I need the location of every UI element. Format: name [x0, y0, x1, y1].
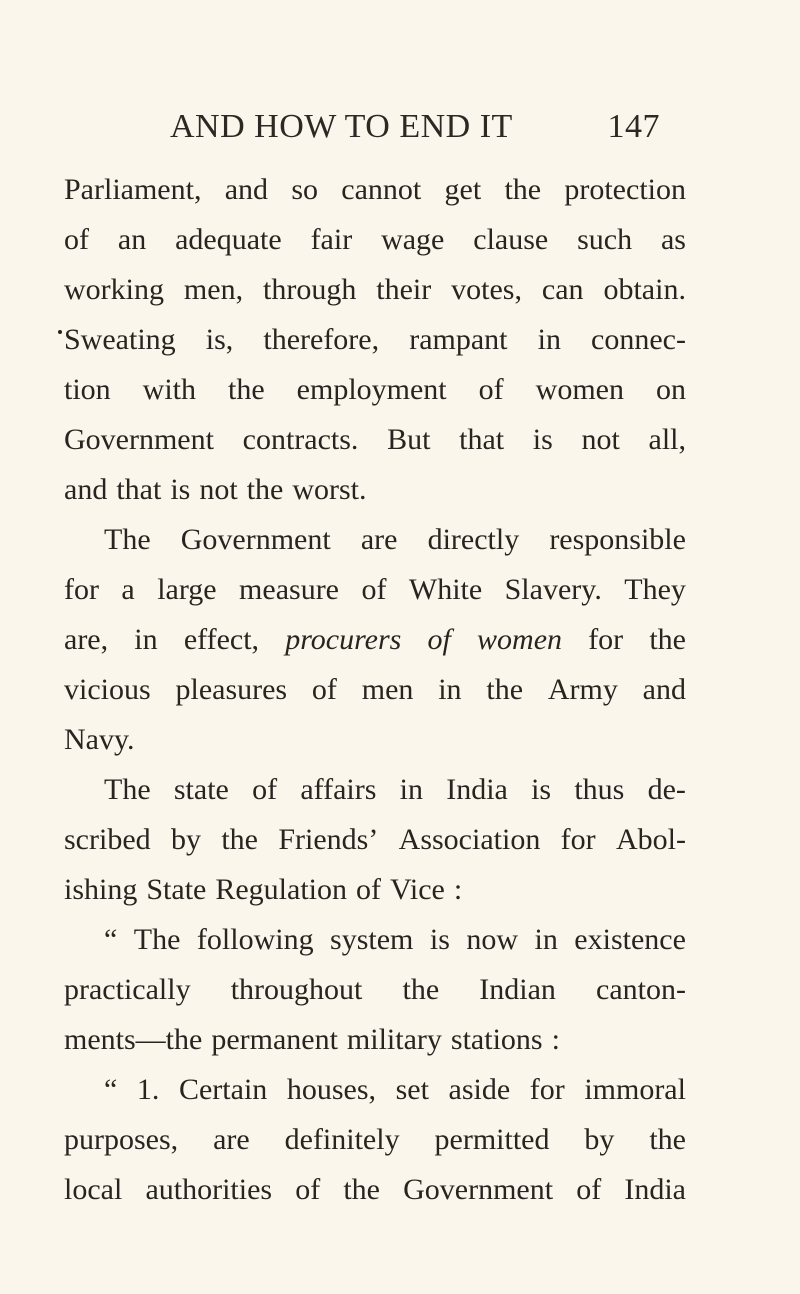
- word: thus: [574, 773, 625, 806]
- word: wage: [381, 223, 445, 256]
- word: The: [104, 773, 151, 806]
- text-line: [64, 815, 686, 865]
- text-line: [64, 865, 686, 915]
- word: Navy.: [64, 723, 135, 756]
- word: responsible: [549, 523, 686, 556]
- word: now: [466, 923, 519, 956]
- word: Regulation: [215, 873, 348, 906]
- text-line: [64, 315, 686, 365]
- word: permitted: [434, 1123, 550, 1156]
- word: Army: [547, 673, 618, 706]
- word: military: [346, 1023, 442, 1056]
- word: stations: [450, 1023, 543, 1056]
- word: in: [537, 323, 561, 356]
- word: 1.: [136, 1073, 160, 1106]
- word: They: [624, 573, 686, 606]
- word: :: [551, 1023, 560, 1056]
- word: is: [170, 473, 191, 506]
- word: are,: [64, 623, 109, 656]
- word: Government: [403, 1173, 554, 1206]
- word: pleasures: [175, 673, 288, 706]
- word: are: [213, 1123, 250, 1156]
- word: working: [64, 273, 164, 306]
- word: for: [560, 823, 596, 856]
- word: in: [399, 773, 423, 806]
- text-line: [64, 215, 686, 265]
- word: White: [408, 573, 483, 606]
- word: not: [199, 473, 238, 506]
- word: throughout: [230, 973, 363, 1006]
- word: the: [649, 1123, 686, 1156]
- word: men,: [183, 273, 244, 306]
- word: on: [655, 373, 686, 406]
- word: of: [478, 373, 504, 406]
- word: in: [438, 673, 462, 706]
- word: cannot: [341, 173, 422, 206]
- word: canton-: [596, 973, 686, 1006]
- word: protection: [564, 173, 686, 206]
- text-line: [64, 165, 686, 215]
- word: by: [584, 1123, 615, 1156]
- word: Certain: [178, 1073, 268, 1106]
- word: by: [170, 823, 201, 856]
- word: in: [534, 923, 558, 956]
- word: effect,: [183, 623, 260, 656]
- word: of: [311, 673, 337, 706]
- word: that: [459, 423, 505, 456]
- text-line: [64, 715, 686, 765]
- word: adequate: [175, 223, 282, 256]
- word: The: [133, 923, 181, 956]
- word: of: [427, 623, 451, 656]
- word: of: [252, 773, 278, 806]
- word: men: [361, 673, 414, 706]
- word: houses,: [286, 1073, 377, 1106]
- word: that: [116, 473, 162, 506]
- word: practically: [64, 973, 191, 1006]
- text-line: [64, 1115, 686, 1165]
- word: the: [221, 823, 258, 856]
- text-line: [64, 365, 686, 415]
- word: is: [531, 773, 552, 806]
- text-line: [64, 765, 686, 815]
- word: women: [477, 623, 563, 656]
- word: scribed: [64, 823, 151, 856]
- word: clause: [473, 223, 549, 256]
- word: definitely: [284, 1123, 400, 1156]
- word: the: [486, 673, 524, 706]
- word: India: [446, 773, 508, 806]
- word: tion: [64, 373, 111, 406]
- word: the: [246, 473, 284, 506]
- word: an: [117, 223, 147, 256]
- text-line: [64, 915, 686, 965]
- word: ments—the: [64, 1023, 203, 1056]
- word: permanent: [211, 1023, 338, 1056]
- word: their: [376, 273, 432, 306]
- word: system: [330, 923, 414, 956]
- word: and: [642, 673, 686, 706]
- word: Sweating: [64, 323, 176, 356]
- word: purposes,: [64, 1123, 179, 1156]
- text-line: [64, 1015, 686, 1065]
- ink-speck: [58, 330, 62, 334]
- word: through: [263, 273, 357, 306]
- text-line: [64, 515, 686, 565]
- word: the: [228, 373, 265, 406]
- text-line: [64, 615, 686, 665]
- word: The: [104, 523, 151, 556]
- word: is: [532, 423, 553, 456]
- text-line: [64, 1065, 686, 1115]
- word: such: [577, 223, 633, 256]
- word: large: [157, 573, 217, 606]
- word: local: [64, 1173, 123, 1206]
- word: India: [624, 1173, 686, 1206]
- word: affairs: [300, 773, 377, 806]
- word: for: [588, 623, 624, 656]
- word: rampant: [409, 323, 508, 356]
- word: Government: [64, 423, 214, 456]
- word: of: [356, 873, 382, 906]
- word: is,: [205, 323, 234, 356]
- word: connec-: [591, 323, 686, 356]
- word: the: [343, 1173, 380, 1206]
- word: following: [196, 923, 314, 956]
- word: for: [64, 573, 99, 606]
- word: state: [173, 773, 229, 806]
- word: vicious: [64, 673, 151, 706]
- word: Parliament,: [64, 173, 202, 206]
- word: employment: [296, 373, 447, 406]
- word: ishing: [64, 873, 138, 906]
- word: can: [541, 273, 584, 306]
- word: “: [104, 1073, 118, 1106]
- body-text: [64, 165, 686, 1215]
- text-line: [64, 415, 686, 465]
- word: measure: [239, 573, 339, 606]
- word: Vice: [390, 873, 445, 906]
- text-line: [64, 465, 686, 515]
- word: Abol-: [616, 823, 686, 856]
- word: of: [576, 1173, 602, 1206]
- word: authorities: [145, 1173, 273, 1206]
- word: :: [453, 873, 463, 906]
- running-title: AND HOW TO END IT: [170, 108, 513, 145]
- word: all,: [648, 423, 686, 456]
- word: a: [121, 573, 135, 606]
- word: get: [444, 173, 482, 206]
- text-line: [64, 665, 686, 715]
- word: worst.: [292, 473, 367, 506]
- word: de-: [647, 773, 686, 806]
- word: set: [395, 1073, 429, 1106]
- word: Slavery.: [504, 573, 602, 606]
- text-line: [64, 965, 686, 1015]
- word: fair: [310, 223, 353, 256]
- word: “: [104, 923, 118, 956]
- word: Friends’: [278, 823, 379, 856]
- word: State: [146, 873, 207, 906]
- word: obtain.: [603, 273, 686, 306]
- word: for: [529, 1073, 565, 1106]
- word: the: [649, 623, 686, 656]
- word: and: [224, 173, 269, 206]
- word: contracts.: [242, 423, 359, 456]
- word: But: [387, 423, 431, 456]
- text-line: [64, 1165, 686, 1215]
- word: procurers: [285, 623, 402, 656]
- word: of: [361, 573, 387, 606]
- word: Government: [180, 523, 331, 556]
- text-line: [64, 565, 686, 615]
- word: women: [535, 373, 624, 406]
- word: not: [581, 423, 620, 456]
- word: and: [64, 473, 108, 506]
- word: as: [660, 223, 686, 256]
- word: in: [134, 623, 158, 656]
- word: of: [64, 223, 89, 256]
- text-line: [64, 265, 686, 315]
- word: with: [142, 373, 197, 406]
- word: therefore,: [263, 323, 380, 356]
- word: are: [360, 523, 398, 556]
- word: so: [291, 173, 319, 206]
- word: existence: [574, 923, 686, 956]
- word: immoral: [584, 1073, 686, 1106]
- word: Association: [398, 823, 541, 856]
- word: aside: [448, 1073, 511, 1106]
- word: Indian: [479, 973, 556, 1006]
- word: of: [295, 1173, 321, 1206]
- page-number: 147: [607, 108, 660, 145]
- word: is: [429, 923, 450, 956]
- word: the: [504, 173, 542, 206]
- word: the: [402, 973, 440, 1006]
- word: directly: [427, 523, 520, 556]
- word: votes,: [451, 273, 522, 306]
